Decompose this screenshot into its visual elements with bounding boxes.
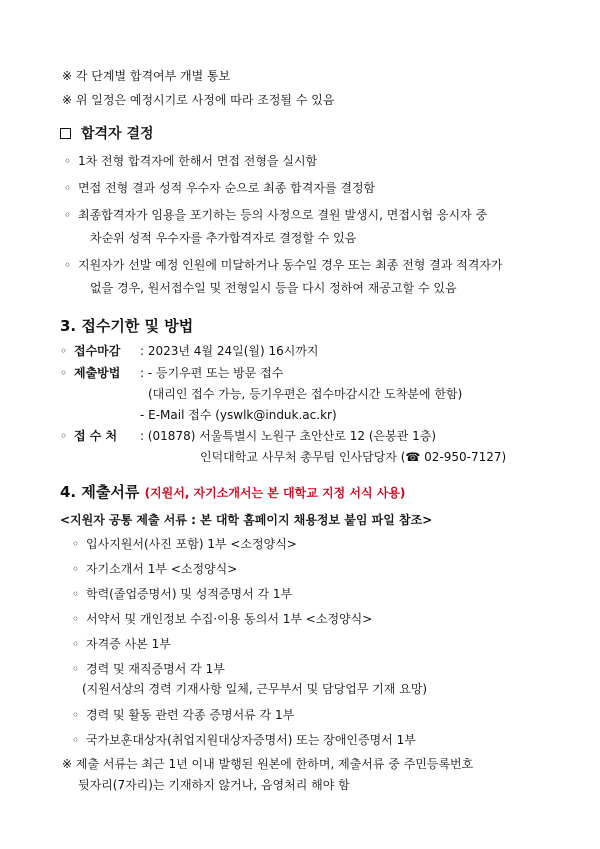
method-label: 제출방법 bbox=[74, 366, 121, 380]
bullet-icon: ◦ bbox=[64, 258, 72, 272]
deadline-label: 접수마감 bbox=[74, 344, 121, 358]
list-item-continued: 없을 경우, 원서접수일 및 전형일시 등을 다시 정하여 재공고할 수 있음 bbox=[90, 281, 457, 295]
deadline-row bbox=[60, 343, 319, 359]
method-note: (대리인 접수 가능, 등기우편은 접수마감시간 도착분에 한함) bbox=[148, 387, 463, 401]
bullet-icon: ◦ bbox=[60, 429, 68, 443]
place-row bbox=[60, 428, 436, 444]
section-4-title: 4. 제출서류 bbox=[60, 483, 140, 501]
method-row bbox=[60, 365, 283, 381]
bullet-icon: ◦ bbox=[72, 637, 80, 651]
list-item-continued: (지원서상의 경력 기재사항 일체, 근무부서 및 담당업무 기재 요망) bbox=[82, 682, 428, 696]
common-documents-heading: <지원자 공통 제출 서류 : 본 대학 홈페이지 채용정보 붙임 파일 참조> bbox=[60, 513, 433, 527]
bullet-icon: ◦ bbox=[72, 562, 80, 576]
list-item: ◦ 학력(졸업증명서) 및 성적증명서 각 1부 bbox=[72, 587, 293, 601]
bullet-icon: ◦ bbox=[60, 366, 68, 380]
list-item: ◦ 경력 및 재직증명서 각 1부 bbox=[72, 662, 225, 676]
section-4-heading bbox=[60, 482, 405, 503]
list-item: ◦ 자격증 사본 1부 bbox=[72, 637, 171, 651]
bullet-icon: ◦ bbox=[60, 344, 68, 358]
place-value: : (01878) 서울특별시 노원구 초안산로 12 (은봉관 1층) bbox=[140, 429, 437, 443]
bullet-icon: ◦ bbox=[72, 708, 80, 722]
list-item: ◦ 최종합격자가 임용을 포기하는 등의 사정으로 결원 발생시, 면접시험 응시자 중 bbox=[64, 208, 488, 222]
decision-title: 합격자 결정 bbox=[81, 126, 154, 142]
section-3-title: 3. 접수기한 및 방법 bbox=[60, 317, 194, 335]
note-line: ※ 위 일정은 예정시기로 사정에 따라 조정될 수 있음 bbox=[62, 93, 335, 107]
list-item: ◦ 입사지원서(사진 포함) 1부 <소정양식> bbox=[72, 537, 297, 551]
method-email: - E-Mail 접수 (yswlk@induk.ac.kr) bbox=[140, 408, 337, 422]
bullet-icon: ◦ bbox=[64, 154, 72, 168]
method-value: : - 등기우편 또는 방문 접수 bbox=[140, 366, 284, 380]
list-item-continued: 차순위 성적 우수자를 추가합격자로 결정할 수 있음 bbox=[90, 231, 357, 245]
bullet-icon: ◦ bbox=[64, 181, 72, 195]
bullet-icon: ◦ bbox=[72, 537, 80, 551]
bullet-icon: ◦ bbox=[72, 733, 80, 747]
place-label: 접 수 처 bbox=[74, 429, 118, 443]
bullet-icon: ◦ bbox=[72, 612, 80, 626]
list-item: ◦ 경력 및 활동 관련 각종 증명서류 각 1부 bbox=[72, 708, 295, 722]
deadline-value: : 2023년 4월 24일(월) 16시까지 bbox=[140, 344, 319, 358]
list-item: ◦ 국가보훈대상자(취업지원대상자증명서) 또는 장애인증명서 1부 bbox=[72, 733, 416, 747]
checkbox-square-icon bbox=[60, 128, 71, 139]
decision-heading bbox=[60, 126, 154, 142]
list-item: ◦ 자기소개서 1부 <소정양식> bbox=[72, 562, 238, 576]
list-item: ◦ 면접 전형 결과 성적 우수자 순으로 최종 합격자를 결정함 bbox=[64, 181, 376, 195]
bullet-icon: ◦ bbox=[72, 587, 80, 601]
note-line: ※ 각 단계별 합격여부 개별 통보 bbox=[62, 69, 231, 83]
list-item: ◦ 1차 전형 합격자에 한해서 면접 전형을 실시함 bbox=[64, 154, 318, 168]
bullet-icon: ◦ bbox=[64, 208, 72, 222]
section-4-subtitle: (지원서, 자기소개서는 본 대학교 지정 서식 사용) bbox=[144, 486, 406, 500]
bullet-icon: ◦ bbox=[72, 662, 80, 676]
list-item: ◦ 지원자가 선발 예정 인원에 미달하거나 동수일 경우 또는 최종 전형 결과 적격자가 bbox=[64, 258, 503, 272]
place-contact: 인덕대학교 사무처 총무팀 인사담당자 (☎ 02-950-7127) bbox=[200, 450, 507, 464]
footnote-line: 뒷자리(7자리)는 기재하지 않거나, 음영처리 해야 함 bbox=[78, 778, 350, 792]
list-item: ◦ 서약서 및 개인정보 수집·이용 동의서 1부 <소정양식> bbox=[72, 612, 373, 626]
footnote-line: ※ 제출 서류는 최근 1년 이내 발행된 원본에 한하며, 제출서류 중 주민등록번호 bbox=[62, 757, 474, 771]
